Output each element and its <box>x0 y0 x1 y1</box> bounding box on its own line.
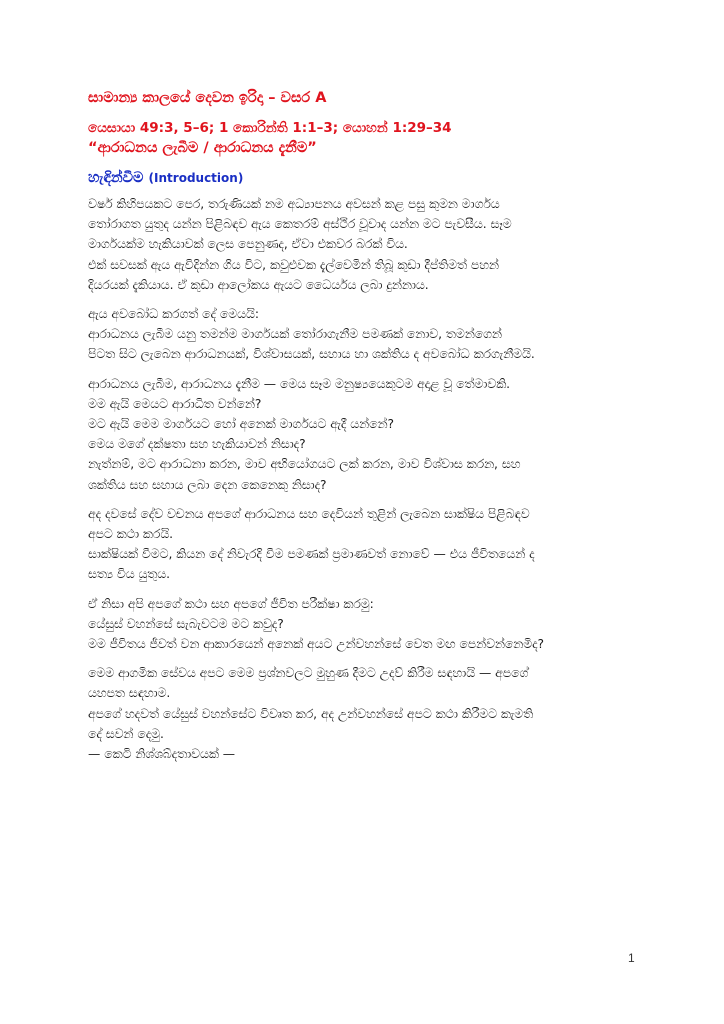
section-heading-english: (Introduction) <box>148 171 244 185</box>
text-line: මෙම ආගමික සේවය අපට මෙම ප්‍රශ්නවලට මුහුණ දීමට උදව් කිරීම සඳහායි — අපගේ <box>88 666 529 681</box>
section-heading-sinhala: හැඳින්වීම <box>88 170 144 186</box>
paragraph-story <box>88 194 648 295</box>
text-line: අපට කථා කරයි. <box>88 527 174 542</box>
text-line: දියරයක් දැකියාය. ඒ කුඩා ආලෝකය ඇයට ධෛර්යය ලබා දුන්නාය. <box>88 277 429 292</box>
scripture-readings: යෙසායා 49:3, 5–6; 1 කොරින්ති 1:1–3; යොහන් 1:29–34 <box>88 120 452 136</box>
text-line: අපගේ හදවත් යේසුස් වහන්සේට විවෘත කර, අද උන්වහන්සේ අපට කථා කිරීමට කැමති <box>88 706 534 721</box>
text-line: මෙය මගේ දක්ෂතා සහ හැකියාවන් නිසාද? <box>88 437 306 452</box>
page-number: 1 <box>628 951 635 965</box>
text-line: නැත්නම්, මට ආරාධනා කරන, මාව අභියෝගයට ලක් කරන, මාව විශ්වාස කරන, සහ <box>88 457 521 472</box>
text-line: යහපත සඳහාම. <box>88 686 171 701</box>
paragraph-realization <box>88 304 648 365</box>
text-line: පිටත සිට ලැබෙන ආරාධනයක්, විශ්වාසයක්, සහාය හා ශක්තිය ද අවබෝධ කරගැනීමයි. <box>88 347 535 362</box>
text-line: ආරාධනය ලැබීම, ආරාධනය දැනීම — මෙය සෑම මනුෂ්‍යයෙකුටම අදාළ වූ තේමාවකි. <box>88 376 511 391</box>
document-title: සාමාන්‍ය කාලයේ දෙවන ඉරිදා – වසර A <box>88 90 327 106</box>
paragraph-closing <box>88 663 648 764</box>
text-line: ඇය අවබෝධ කරගත් දේ මෙයයි: <box>88 307 259 322</box>
text-line: සාක්ෂියක් වීමට, කියන දේ නිවැරදි වීම පමණක් ප්‍රමාණවත් නොවේ — එය ජීවිතයෙන් ද <box>88 547 535 562</box>
text-line: එක් සවසක් ඇය ඇවිදින්න ගිය විට, කවුළුවක දැල්වෙමින් තිබූ කුඩා දීප්තිමත් පහන් <box>88 257 499 272</box>
text-line: මට ඇයි මෙම මාර්ගයට හෝ අනෙක් මාර්ගයට ඇදී යන්නේ? <box>88 417 394 432</box>
text-line: ශක්තිය සහ සහාය ලබා දෙන කෙනෙකු නිසාද? <box>88 477 327 492</box>
text-line: මාර්ගයක්ම හැකියාවක් ලෙස පෙනුණද, ඒවා එකවර බරක් විය. <box>88 237 408 252</box>
text-line: මම ජීවිතය ජීවත් වන ආකාරයෙන් අනෙක් අයට උන්වහන්සේ වෙත මඟ පෙන්වන්නෙමිද? <box>88 637 545 652</box>
silence-note: — කෙටි නිශ්ශබ්දතාවයක් — <box>88 747 236 762</box>
text-line: අද දවසේ දේව වචනය අපගේ ආරාධනය සහ දෙවියන් තුළින් ලැබෙන සාක්ෂිය පිළිබඳව <box>88 506 530 521</box>
text-line: මම ඇයි මෙයට ආරාධිත වන්නේ? <box>88 396 262 411</box>
homily-theme: “ආරාධනය ලැබීම / ආරාධනය දැනීම” <box>88 140 317 156</box>
paragraph-questions <box>88 374 648 495</box>
text-line: ඒ නිසා අපි අපගේ කථා සහ අපගේ ජීවිත පරීක්ෂා කරමු: <box>88 596 374 611</box>
text-line: දේ සවන් දෙමු. <box>88 726 164 741</box>
paragraph-examine <box>88 594 648 655</box>
text-line: යේසුස් වහන්සේ සැබැවටම මට කවුද? <box>88 616 284 631</box>
page-content <box>88 88 648 773</box>
text-line: වර්ෂ කිහිපයකට පෙර, තරුණියක් නම අධ්‍යාපනය අවසන් කළ පසු කුමන මාර්ගය <box>88 197 500 211</box>
section-heading-introduction <box>88 168 648 188</box>
text-line: ආරාධනය ලැබීම යනු තමන්ම මාර්ගයක් තෝරාගැනීම පමණක් නොව, තමන්ගෙන් <box>88 327 502 342</box>
text-line: තෝරාගත යුතුද යන්න පිළිබඳව ඇය කෙතරම් අස්ථිර වූවාද යන්න මට පැවසීය. සෑම <box>88 217 512 232</box>
paragraph-word-of-god <box>88 504 648 585</box>
text-line: සත්‍ය විය යුතුය. <box>88 567 171 582</box>
